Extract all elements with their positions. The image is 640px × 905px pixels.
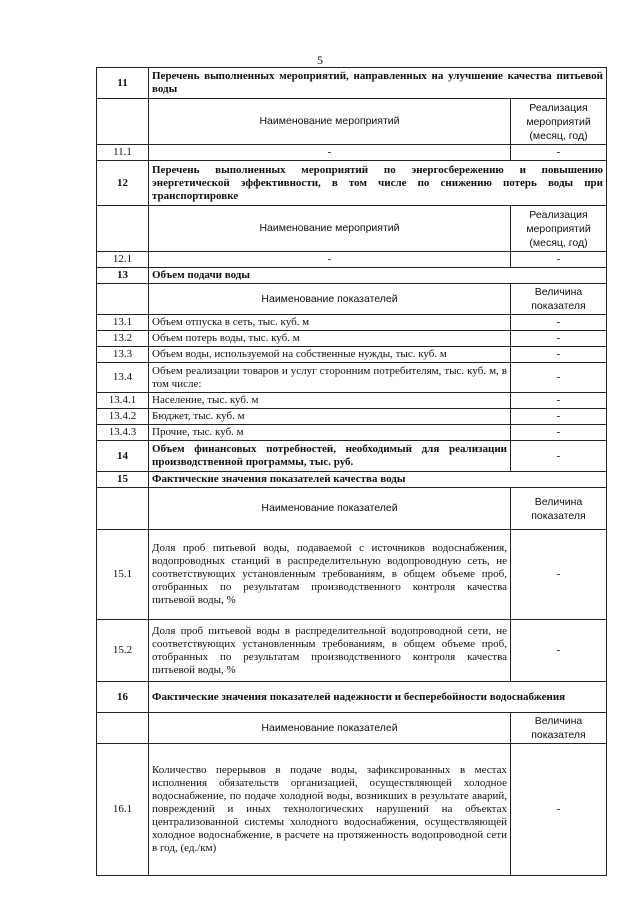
row-number: 13.4.1: [97, 393, 149, 409]
row-text: Бюджет, тыс. куб. м: [149, 409, 511, 425]
row-number: 15.1: [97, 530, 149, 620]
section-row-11: [97, 68, 607, 99]
header-value: Величина показателя: [511, 488, 607, 530]
empty-cell: [97, 713, 149, 744]
table-row: [97, 331, 607, 347]
section-title: Объем финансовых потребностей, необходимый для реализации производственной программы, тыс. руб.: [149, 441, 511, 472]
section-row-15: [97, 472, 607, 488]
row-number: 15.2: [97, 620, 149, 682]
page-number: 5: [317, 53, 323, 67]
row-number: 16.1: [97, 744, 149, 876]
row-number: 13.3: [97, 347, 149, 363]
header-name: Наименование мероприятий: [149, 206, 511, 252]
section-title: Фактические значения показателей надежности и бесперебойности водоснабжения: [149, 682, 607, 713]
row-number: 13.4: [97, 363, 149, 393]
row-value: -: [511, 252, 607, 268]
row-text: Доля проб питьевой воды, подаваемой с источников водоснабжения, водопроводных станций в распределительную водопроводную сеть, не соответствующих установленным требованиям, в общем объеме проб, отобранных по результатам производственного контроля качества питьевой воды, %: [149, 530, 511, 620]
table-row: [97, 744, 607, 876]
header-realization: Реализация мероприятий (месяц, год): [511, 206, 607, 252]
row-value: -: [511, 315, 607, 331]
row-number: 13.2: [97, 331, 149, 347]
header-name: Наименование мероприятий: [149, 99, 511, 145]
row-number: 13: [97, 268, 149, 284]
column-header-row: [97, 284, 607, 315]
row-text: Доля проб питьевой воды в распределительной водопроводной сети, не соответствующих установленным требованиям, в общем объеме проб, отобранных по результатам производственного контроля качества питьевой воды, %: [149, 620, 511, 682]
row-text: -: [149, 252, 511, 268]
row-text: Объем воды, используемой на собственные нужды, тыс. куб. м: [149, 347, 511, 363]
row-number: 13.4.2: [97, 409, 149, 425]
row-value: -: [511, 441, 607, 472]
section-title: Перечень выполненных мероприятий, направленных на улучшение качества питьевой воды: [149, 68, 607, 99]
empty-cell: [97, 99, 149, 145]
row-number: 12: [97, 161, 149, 206]
column-header-row: [97, 713, 607, 744]
row-value: -: [511, 425, 607, 441]
section-row-13: [97, 268, 607, 284]
column-header-row: [97, 488, 607, 530]
row-value: -: [511, 393, 607, 409]
header-realization: Реализация мероприятий (месяц, год): [511, 99, 607, 145]
table-row: [97, 252, 607, 268]
header-indicator: Наименование показателей: [149, 713, 511, 744]
table-row: [97, 347, 607, 363]
program-table: [96, 67, 607, 876]
header-indicator: Наименование показателей: [149, 284, 511, 315]
table-row: [97, 425, 607, 441]
table-row: [97, 620, 607, 682]
section-row-16: [97, 682, 607, 713]
header-indicator: Наименование показателей: [149, 488, 511, 530]
row-value: -: [511, 347, 607, 363]
table-row: [97, 315, 607, 331]
row-value: -: [511, 363, 607, 393]
row-text: Объем реализации товаров и услуг сторонним потребителям, тыс. куб. м, в том числе:: [149, 363, 511, 393]
column-header-row: [97, 206, 607, 252]
table-row: [97, 530, 607, 620]
section-title: Объем подачи воды: [149, 268, 607, 284]
row-text: Прочие, тыс. куб. м: [149, 425, 511, 441]
table-row: [97, 363, 607, 393]
empty-cell: [97, 206, 149, 252]
table-row: [97, 145, 607, 161]
row-text: Объем отпуска в сеть, тыс. куб. м: [149, 315, 511, 331]
row-number: 16: [97, 682, 149, 713]
table-row: [97, 393, 607, 409]
section-title: Фактические значения показателей качества воды: [149, 472, 607, 488]
row-value: -: [511, 145, 607, 161]
row-value: -: [511, 331, 607, 347]
column-header-row: [97, 99, 607, 145]
empty-cell: [97, 284, 149, 315]
row-number: 14: [97, 441, 149, 472]
row-text: Количество перерывов в подаче воды, зафиксированных в местах исполнения обязательств организацией, осуществляющей холодное водоснабжение, по подаче холодной воды, возникших в результате аварий, повреждений и иных технологических нарушений на объектах централизованной системы холодного водоснабжения, осуществляющей холодное водоснабжение, в расчете на протяженность водопроводной сети в год, (ед./км): [149, 744, 511, 876]
row-number: 13.4.3: [97, 425, 149, 441]
empty-cell: [97, 488, 149, 530]
row-text: -: [149, 145, 511, 161]
header-value: Величина показателя: [511, 713, 607, 744]
table-row: [97, 409, 607, 425]
row-number: 11: [97, 68, 149, 99]
row-number: 11.1: [97, 145, 149, 161]
section-title: Перечень выполненных мероприятий по энергосбережению и повышению энергетической эффективности, в том числе по снижению потерь воды при транспортировке: [149, 161, 607, 206]
row-value: -: [511, 620, 607, 682]
row-number: 13.1: [97, 315, 149, 331]
row-text: Объем потерь воды, тыс. куб. м: [149, 331, 511, 347]
row-value: -: [511, 530, 607, 620]
section-row-12: [97, 161, 607, 206]
row-text: Население, тыс. куб. м: [149, 393, 511, 409]
row-number: 15: [97, 472, 149, 488]
section-row-14: [97, 441, 607, 472]
row-number: 12.1: [97, 252, 149, 268]
row-value: -: [511, 409, 607, 425]
header-value: Величина показателя: [511, 284, 607, 315]
row-value: -: [511, 744, 607, 876]
